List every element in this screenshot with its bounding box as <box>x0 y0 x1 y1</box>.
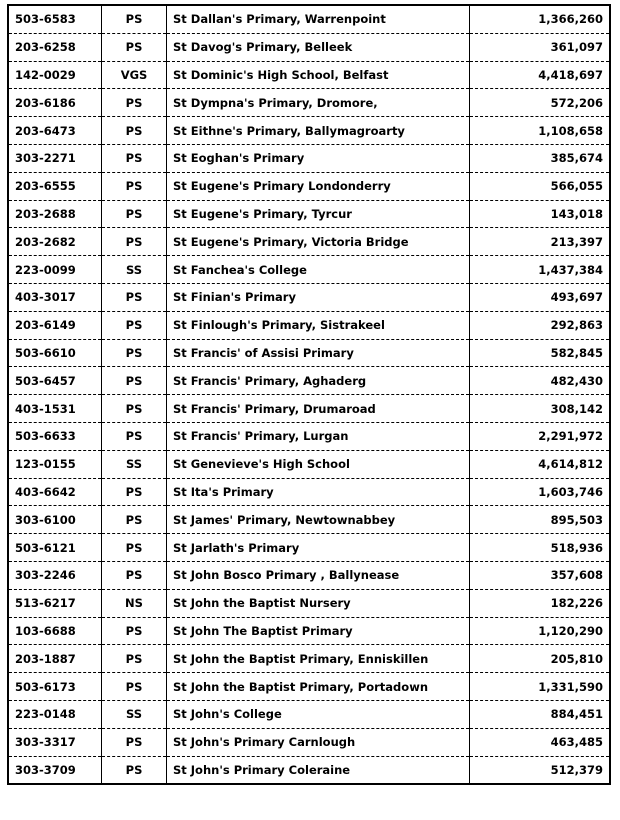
table-row <box>8 144 610 172</box>
amount-cell: 572,206 <box>470 89 611 117</box>
school-code-cell: 203-6473 <box>8 117 102 145</box>
school-name-cell: St John's College <box>167 700 470 728</box>
amount-cell: 1,120,290 <box>470 617 611 645</box>
amount-cell: 2,291,972 <box>470 422 611 450</box>
school-type-cell: PS <box>102 228 167 256</box>
table-row <box>8 367 610 395</box>
school-type-cell: PS <box>102 645 167 673</box>
school-code-cell: 303-6100 <box>8 506 102 534</box>
table-row <box>8 534 610 562</box>
school-code-cell: 203-6186 <box>8 89 102 117</box>
table-row <box>8 89 610 117</box>
table-row <box>8 700 610 728</box>
school-type-cell: PS <box>102 200 167 228</box>
school-name-cell: St John's Primary Carnlough <box>167 728 470 756</box>
table-row <box>8 172 610 200</box>
school-type-cell: PS <box>102 117 167 145</box>
amount-cell: 895,503 <box>470 506 611 534</box>
table-row <box>8 673 610 701</box>
school-name-cell: St Eoghan's Primary <box>167 144 470 172</box>
amount-cell: 518,936 <box>470 534 611 562</box>
school-type-cell: PS <box>102 339 167 367</box>
school-name-cell: St Francis' Primary, Drumaroad <box>167 395 470 423</box>
school-name-cell: St Dominic's High School, Belfast <box>167 61 470 89</box>
school-name-cell: St Eugene's Primary Londonderry <box>167 172 470 200</box>
table-row <box>8 506 610 534</box>
table-body <box>8 5 610 784</box>
school-type-cell: PS <box>102 478 167 506</box>
school-name-cell: St Finian's Primary <box>167 283 470 311</box>
school-type-cell: SS <box>102 700 167 728</box>
amount-cell: 357,608 <box>470 561 611 589</box>
school-type-cell: PS <box>102 5 167 33</box>
amount-cell: 493,697 <box>470 283 611 311</box>
table-row <box>8 617 610 645</box>
school-type-cell: PS <box>102 283 167 311</box>
school-code-cell: 103-6688 <box>8 617 102 645</box>
school-type-cell: NS <box>102 589 167 617</box>
table-row <box>8 256 610 284</box>
school-type-cell: PS <box>102 367 167 395</box>
school-code-cell: 503-6457 <box>8 367 102 395</box>
school-name-cell: St Francis' Primary, Aghaderg <box>167 367 470 395</box>
amount-cell: 884,451 <box>470 700 611 728</box>
school-type-cell: PS <box>102 144 167 172</box>
amount-cell: 205,810 <box>470 645 611 673</box>
amount-cell: 361,097 <box>470 33 611 61</box>
school-code-cell: 503-6610 <box>8 339 102 367</box>
school-code-cell: 403-1531 <box>8 395 102 423</box>
amount-cell: 1,603,746 <box>470 478 611 506</box>
school-type-cell: PS <box>102 617 167 645</box>
amount-cell: 482,430 <box>470 367 611 395</box>
school-code-cell: 142-0029 <box>8 61 102 89</box>
school-type-cell: VGS <box>102 61 167 89</box>
table-row <box>8 311 610 339</box>
table-row <box>8 728 610 756</box>
school-type-cell: PS <box>102 172 167 200</box>
table-row <box>8 422 610 450</box>
school-code-cell: 503-6121 <box>8 534 102 562</box>
table-row <box>8 283 610 311</box>
school-code-cell: 203-6555 <box>8 172 102 200</box>
school-name-cell: St Eugene's Primary, Tyrcur <box>167 200 470 228</box>
school-name-cell: St John the Baptist Primary, Enniskillen <box>167 645 470 673</box>
school-type-cell: PS <box>102 534 167 562</box>
school-code-cell: 303-3709 <box>8 756 102 784</box>
school-code-cell: 203-1887 <box>8 645 102 673</box>
school-code-cell: 303-2246 <box>8 561 102 589</box>
amount-cell: 4,614,812 <box>470 450 611 478</box>
amount-cell: 1,108,658 <box>470 117 611 145</box>
amount-cell: 463,485 <box>470 728 611 756</box>
school-type-cell: PS <box>102 395 167 423</box>
amount-cell: 566,055 <box>470 172 611 200</box>
amount-cell: 385,674 <box>470 144 611 172</box>
amount-cell: 292,863 <box>470 311 611 339</box>
school-name-cell: St Ita's Primary <box>167 478 470 506</box>
school-name-cell: St Dallan's Primary, Warrenpoint <box>167 5 470 33</box>
amount-cell: 512,379 <box>470 756 611 784</box>
school-name-cell: St John the Baptist Primary, Portadown <box>167 673 470 701</box>
school-name-cell: St Jarlath's Primary <box>167 534 470 562</box>
school-type-cell: PS <box>102 422 167 450</box>
school-code-cell: 203-6149 <box>8 311 102 339</box>
school-type-cell: SS <box>102 450 167 478</box>
school-code-cell: 503-6173 <box>8 673 102 701</box>
school-name-cell: St John Bosco Primary , Ballynease <box>167 561 470 589</box>
school-name-cell: St John The Baptist Primary <box>167 617 470 645</box>
amount-cell: 4,418,697 <box>470 61 611 89</box>
school-name-cell: St James' Primary, Newtownabbey <box>167 506 470 534</box>
school-type-cell: PS <box>102 89 167 117</box>
school-name-cell: St John's Primary Coleraine <box>167 756 470 784</box>
school-code-cell: 123-0155 <box>8 450 102 478</box>
amount-cell: 1,437,384 <box>470 256 611 284</box>
school-name-cell: St Finlough's Primary, Sistrakeel <box>167 311 470 339</box>
school-name-cell: St Eithne's Primary, Ballymagroarty <box>167 117 470 145</box>
school-type-cell: PS <box>102 756 167 784</box>
school-funding-table <box>7 4 611 785</box>
school-type-cell: PS <box>102 311 167 339</box>
amount-cell: 1,331,590 <box>470 673 611 701</box>
amount-cell: 213,397 <box>470 228 611 256</box>
table-row <box>8 61 610 89</box>
amount-cell: 582,845 <box>470 339 611 367</box>
school-type-cell: PS <box>102 506 167 534</box>
school-name-cell: St Davog's Primary, Belleek <box>167 33 470 61</box>
table-row <box>8 33 610 61</box>
table-row <box>8 117 610 145</box>
school-name-cell: St John the Baptist Nursery <box>167 589 470 617</box>
table-row <box>8 561 610 589</box>
school-name-cell: St Francis' of Assisi Primary <box>167 339 470 367</box>
school-code-cell: 503-6583 <box>8 5 102 33</box>
amount-cell: 1,366,260 <box>470 5 611 33</box>
school-code-cell: 223-0148 <box>8 700 102 728</box>
table-row <box>8 339 610 367</box>
school-code-cell: 203-2682 <box>8 228 102 256</box>
school-type-cell: PS <box>102 33 167 61</box>
school-code-cell: 303-3317 <box>8 728 102 756</box>
school-name-cell: St Fanchea's College <box>167 256 470 284</box>
table-row <box>8 228 610 256</box>
school-code-cell: 203-2688 <box>8 200 102 228</box>
table-row <box>8 395 610 423</box>
school-type-cell: PS <box>102 728 167 756</box>
table-row <box>8 450 610 478</box>
amount-cell: 182,226 <box>470 589 611 617</box>
school-code-cell: 403-6642 <box>8 478 102 506</box>
school-code-cell: 513-6217 <box>8 589 102 617</box>
school-code-cell: 303-2271 <box>8 144 102 172</box>
school-name-cell: St Francis' Primary, Lurgan <box>167 422 470 450</box>
school-code-cell: 503-6633 <box>8 422 102 450</box>
table-row <box>8 200 610 228</box>
school-type-cell: PS <box>102 673 167 701</box>
school-code-cell: 203-6258 <box>8 33 102 61</box>
amount-cell: 308,142 <box>470 395 611 423</box>
school-code-cell: 403-3017 <box>8 283 102 311</box>
table-row <box>8 478 610 506</box>
school-type-cell: PS <box>102 561 167 589</box>
school-name-cell: St Genevieve's High School <box>167 450 470 478</box>
school-name-cell: St Eugene's Primary, Victoria Bridge <box>167 228 470 256</box>
school-type-cell: SS <box>102 256 167 284</box>
amount-cell: 143,018 <box>470 200 611 228</box>
table-row <box>8 5 610 33</box>
table-row <box>8 756 610 784</box>
table-row <box>8 589 610 617</box>
table-row <box>8 645 610 673</box>
school-code-cell: 223-0099 <box>8 256 102 284</box>
school-name-cell: St Dympna's Primary, Dromore, <box>167 89 470 117</box>
